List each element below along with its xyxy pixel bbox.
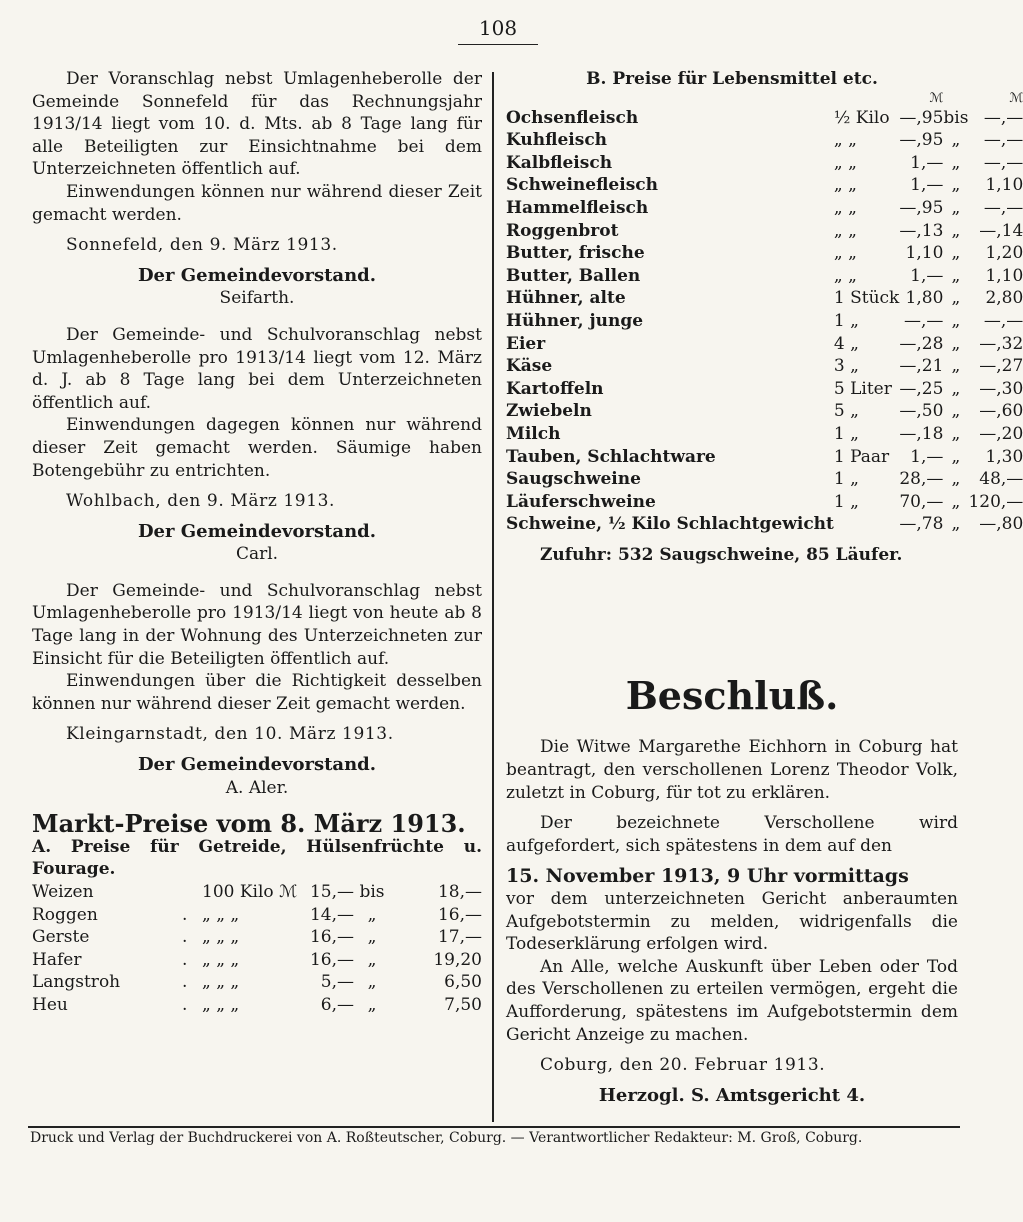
food-sep-cell: „ (951, 446, 961, 467)
notice-text: Der Voranschlag nebst Umlagenheberolle der Gemeinde Sonnefeld für das Rechnungsjahr 1913/14 liegt vom 10. d. Mts. ab 8 Tage lang für alle Beteiligten zur Einsichtnahme bei dem Unterzeichneten öffentlich auf. (32, 69, 482, 180)
food-item-cell: Käse (506, 356, 553, 377)
food-row (506, 152, 1023, 175)
grain-unit-cell: „ „ „ (202, 949, 240, 970)
food-from-cell: —,95 (899, 107, 944, 128)
food-row (506, 423, 1023, 446)
food-item-cell: Ochsenfleisch (506, 107, 639, 128)
notice-authority: Der Gemeindevorstand. (137, 520, 377, 542)
food-to-cell: —,30 (979, 378, 1023, 399)
food-item-cell: Tauben, Schlachtware (506, 446, 716, 467)
grain-item-cell: Weizen (32, 882, 94, 902)
grain-to-cell: 16,— (437, 904, 482, 925)
food-row (506, 129, 1023, 152)
food-row (506, 513, 1023, 536)
decision-text: vor dem unterzeichneten Gericht anberaumten Aufgebotstermin zu melden, widrigenfalls die Todeserklärung erfolgen wird. (506, 889, 958, 955)
notice-authority: Der Gemeindevorstand. (137, 754, 377, 776)
food-to-cell: —,60 (979, 401, 1023, 422)
food-row (506, 197, 1023, 220)
food-sep-cell: „ (951, 243, 961, 264)
grain-dots-cell: . (182, 972, 188, 993)
grain-row (32, 971, 482, 994)
currency-header: ℳ (1009, 90, 1023, 106)
currency-header: ℳ (929, 90, 944, 106)
food-from-cell: —,78 (899, 514, 944, 535)
notice-sonnefeld (32, 68, 482, 310)
notice-place-date: Kleingarnstadt, den 10. März 1913. (66, 724, 394, 745)
food-unit-cell: 1 „ (833, 423, 859, 444)
food-item-cell: Kuhfleisch (506, 130, 608, 151)
food-sep-cell: „ (951, 333, 961, 354)
food-from-cell: —,28 (899, 333, 944, 354)
food-to-cell: 1,30 (985, 446, 1023, 467)
food-to-cell: —,— (983, 107, 1023, 128)
food-item-cell: Milch (506, 423, 561, 444)
food-item-cell: Zwiebeln (506, 401, 592, 422)
food-from-cell: —,95 (899, 130, 944, 151)
grain-sep-cell: „ (367, 927, 377, 948)
food-from-cell: —,18 (899, 423, 944, 444)
food-unit-cell: „ „ (833, 130, 857, 151)
hearing-date: 15. November 1913, 9 Uhr vormittags (506, 865, 909, 888)
grain-item-cell: Langstroh (32, 972, 121, 993)
food-sep-cell: „ (951, 514, 961, 535)
notice-signature: Seifarth. (219, 288, 295, 309)
food-sep-cell: „ (951, 130, 961, 151)
grain-row (32, 949, 482, 972)
grain-from-cell: 14,— (309, 904, 354, 925)
food-sep-cell: „ (951, 288, 961, 309)
notice-place-date: Sonnefeld, den 9. März 1913. (66, 235, 338, 256)
food-from-cell: 1,— (910, 175, 944, 196)
food-row (506, 310, 1023, 333)
food-row (506, 287, 1023, 310)
food-to-cell: 48,— (979, 469, 1023, 490)
food-to-cell: —,— (983, 152, 1023, 173)
currency-header-row (506, 91, 1023, 107)
grain-item-cell: Gerste (32, 927, 90, 948)
grain-to-cell: 17,— (437, 927, 482, 948)
food-sep-cell: „ (951, 491, 961, 512)
grain-to-cell: 19,20 (433, 949, 482, 970)
grain-row (32, 881, 482, 904)
food-from-cell: 28,— (899, 469, 944, 490)
food-unit-cell: „ „ (833, 243, 857, 264)
grain-row (32, 926, 482, 949)
food-from-cell: —,25 (899, 378, 944, 399)
food-unit-cell: „ „ (833, 265, 857, 286)
imprint-footer: Druck und Verlag der Buchdruckerei von A. Roßteutscher, Coburg. — Verantwortlicher Redakteur: M. Groß, Coburg. (30, 1130, 863, 1146)
food-unit-cell: 1 Paar (833, 446, 890, 467)
notice-text: Der Gemeinde- und Schulvoranschlag nebst Umlagenheberolle pro 1913/14 liegt vom 12. März d. J. ab 8 Tage lang bei dem Unterzeichneten öffentlich auf. (32, 324, 482, 413)
food-item-cell: Saugschweine (506, 469, 641, 490)
food-from-cell: 1,— (910, 265, 944, 286)
court-decision (506, 674, 958, 1107)
grain-dots-cell: . (182, 904, 188, 925)
food-row (506, 400, 1023, 423)
food-unit-cell: „ „ (833, 220, 857, 241)
decision-authority: Herzogl. S. Amtsgericht 4. (598, 1084, 866, 1106)
food-row (506, 265, 1023, 288)
food-row (506, 491, 1023, 514)
food-unit-cell: 1 „ (833, 469, 859, 490)
food-to-cell: —,— (983, 197, 1023, 218)
food-row (506, 242, 1023, 265)
food-to-cell: 1,10 (985, 175, 1023, 196)
decision-text: An Alle, welche Auskunft über Leben oder Tod des Verschollenen zu erteilen vermögen, ergeht die Aufforderung, spätestens im Aufgebotstermin dem Gericht Anzeige zu machen. (506, 956, 958, 1045)
grain-from-cell: 15,— (309, 882, 354, 902)
food-item-cell: Hühner, alte (506, 288, 626, 309)
food-row (506, 107, 1023, 130)
grain-dots-cell: . (182, 927, 188, 948)
notice-wohlbach (32, 324, 482, 566)
food-from-cell: 1,80 (905, 288, 944, 309)
food-row (506, 174, 1023, 197)
food-sep-cell: „ (951, 356, 961, 377)
food-to-cell: —,14 (979, 220, 1023, 241)
grain-unit-cell: „ „ „ (202, 972, 240, 993)
grain-to-cell: 7,50 (444, 994, 482, 1015)
food-from-cell: 1,— (910, 446, 944, 467)
food-sep-cell: „ (951, 378, 961, 399)
column-divider (492, 72, 494, 1122)
food-sep-cell: „ (951, 401, 961, 422)
food-sep-cell: „ (951, 197, 961, 218)
food-from-cell: —,21 (899, 356, 944, 377)
food-unit-cell: „ „ (833, 175, 857, 196)
grain-unit-cell: „ „ „ (202, 927, 240, 948)
food-unit-cell: 1 „ (833, 491, 859, 512)
decision-text: Der bezeichnete Verschollene wird aufgefordert, sich spätestens in dem auf den (506, 813, 958, 856)
grain-dots-cell (182, 881, 202, 904)
grain-row (32, 994, 482, 1017)
grain-item-cell: Heu (32, 994, 68, 1015)
notice-text: Der Gemeinde- und Schulvoranschlag nebst Umlagenheberolle pro 1913/14 liegt von heute ab 8 Tage lang in der Wohnung des Unterzeichneten zur Einsicht für die Beteiligten öffentlich auf. (32, 580, 482, 669)
food-to-cell: 1,10 (985, 265, 1023, 286)
food-to-cell: —,20 (979, 423, 1023, 444)
section-b-title: B. Preise für Lebensmittel etc. (586, 69, 878, 89)
food-item-cell: Schweinefleisch (506, 175, 658, 196)
food-sep-cell: „ (951, 152, 961, 173)
food-unit-cell: 3 „ (833, 356, 859, 377)
food-sep-cell: bis (943, 107, 969, 128)
supply-note: Zufuhr: 532 Saugschweine, 85 Läufer. (540, 544, 903, 565)
grain-dots-cell: . (182, 949, 188, 970)
food-to-cell: 1,20 (985, 243, 1023, 264)
food-to-cell: —,32 (979, 333, 1023, 354)
decision-place-date: Coburg, den 20. Februar 1913. (540, 1055, 826, 1076)
food-unit-cell: „ „ (833, 197, 857, 218)
food-row (506, 355, 1023, 378)
notice-signature: A. Aler. (225, 777, 289, 798)
decision-title: Beschluß. (625, 673, 839, 719)
grain-unit-cell: 100 Kilo ℳ (202, 882, 298, 902)
grain-sep-cell: „ (367, 972, 377, 993)
food-unit-cell: 5 „ (833, 401, 859, 422)
decision-text: Die Witwe Margarethe Eichhorn in Coburg hat beantragt, den verschollenen Lorenz Theodor Volk, zuletzt in Coburg, für tot zu erklären. (506, 737, 958, 803)
right-column (506, 68, 1023, 1107)
food-price-table (506, 91, 1023, 536)
food-item-cell: Butter, Ballen (506, 265, 641, 286)
food-sep-cell: „ (951, 220, 961, 241)
food-unit-cell: ½ Kilo (833, 107, 890, 128)
food-from-cell: 1,10 (905, 243, 944, 264)
food-row (506, 378, 1023, 401)
footer-rule (28, 1126, 960, 1128)
food-item-cell: Schweine, ½ Kilo Schlachtgewicht (506, 514, 834, 535)
grain-sep-cell: „ (367, 949, 377, 970)
food-to-cell: —,— (983, 310, 1023, 331)
food-item-cell: Butter, frische (506, 243, 645, 264)
grain-from-cell: 5,— (320, 972, 354, 993)
food-unit-cell: 5 Liter (833, 378, 892, 399)
grain-from-cell: 16,— (309, 949, 354, 970)
grain-to-cell: 6,50 (444, 972, 482, 993)
grain-unit-cell: „ „ „ (202, 904, 240, 925)
food-from-cell: 1,— (910, 152, 944, 173)
food-from-cell: —,50 (899, 401, 944, 422)
market-title: Markt-Preise vom 8. März 1913. (32, 809, 466, 839)
grain-from-cell: 16,— (309, 927, 354, 948)
page-number: 108 (458, 16, 538, 45)
notice-text: Einwendungen können nur während dieser Zeit gemacht werden. (32, 181, 482, 225)
grain-unit-cell: „ „ „ (202, 994, 240, 1015)
food-sep-cell: „ (951, 469, 961, 490)
notice-signature: Carl. (235, 544, 279, 565)
food-sep-cell: „ (951, 423, 961, 444)
food-from-cell: —,— (904, 310, 944, 331)
food-unit-cell: 1 Stück (833, 288, 900, 309)
food-item-cell: Kalbfleisch (506, 152, 613, 173)
food-sep-cell: „ (951, 175, 961, 196)
grain-sep-cell: „ (367, 904, 377, 925)
notice-kleingarnstadt (32, 580, 482, 799)
food-to-cell: —,27 (979, 356, 1023, 377)
food-unit-cell: 4 „ (833, 333, 859, 354)
market-prices (32, 809, 482, 1016)
notice-place-date: Wohlbach, den 9. März 1913. (66, 491, 336, 512)
grain-sep-cell: bis (359, 882, 385, 902)
grain-dots-cell: . (182, 994, 188, 1015)
food-from-cell: 70,— (899, 491, 944, 512)
grain-item-cell: Roggen (32, 904, 98, 925)
food-item-cell: Eier (506, 333, 546, 354)
food-sep-cell: „ (951, 310, 961, 331)
food-item-cell: Läuferschweine (506, 491, 656, 512)
food-from-cell: —,13 (899, 220, 944, 241)
food-unit-cell: „ „ (833, 152, 857, 173)
notice-authority: Der Gemeindevorstand. (137, 264, 377, 286)
food-to-cell: —,80 (979, 514, 1023, 535)
food-item-cell: Roggenbrot (506, 220, 619, 241)
grain-item-cell: Hafer (32, 949, 82, 970)
grain-from-cell: 6,— (320, 994, 354, 1015)
food-row (506, 220, 1023, 243)
grain-to-cell: 18,— (437, 882, 482, 902)
food-row (506, 468, 1023, 491)
food-to-cell: 120,— (968, 491, 1023, 512)
grain-price-table (32, 881, 482, 1017)
food-to-cell: 2,80 (985, 288, 1023, 309)
food-row (506, 333, 1023, 356)
grain-row (32, 904, 482, 927)
food-item-cell: Hammelfleisch (506, 197, 649, 218)
food-item-cell: Hühner, junge (506, 310, 644, 331)
food-unit-cell: 1 „ (833, 310, 859, 331)
food-to-cell: —,— (983, 130, 1023, 151)
food-item-cell: Kartoffeln (506, 378, 604, 399)
food-row (506, 446, 1023, 469)
notice-text: Einwendungen dagegen können nur während dieser Zeit gemacht werden. Säumige haben Botengebühr zu entrichten. (32, 415, 482, 481)
food-sep-cell: „ (951, 265, 961, 286)
section-a-title: A. Preise für Getreide, Hülsenfrüchte u. Fourage. (32, 836, 482, 880)
notice-text: Einwendungen über die Richtigkeit desselben können nur während dieser Zeit gemacht werden. (32, 671, 482, 714)
food-unit-cell (834, 513, 899, 536)
food-from-cell: —,95 (899, 197, 944, 218)
left-column (32, 68, 482, 1017)
grain-sep-cell: „ (367, 994, 377, 1015)
